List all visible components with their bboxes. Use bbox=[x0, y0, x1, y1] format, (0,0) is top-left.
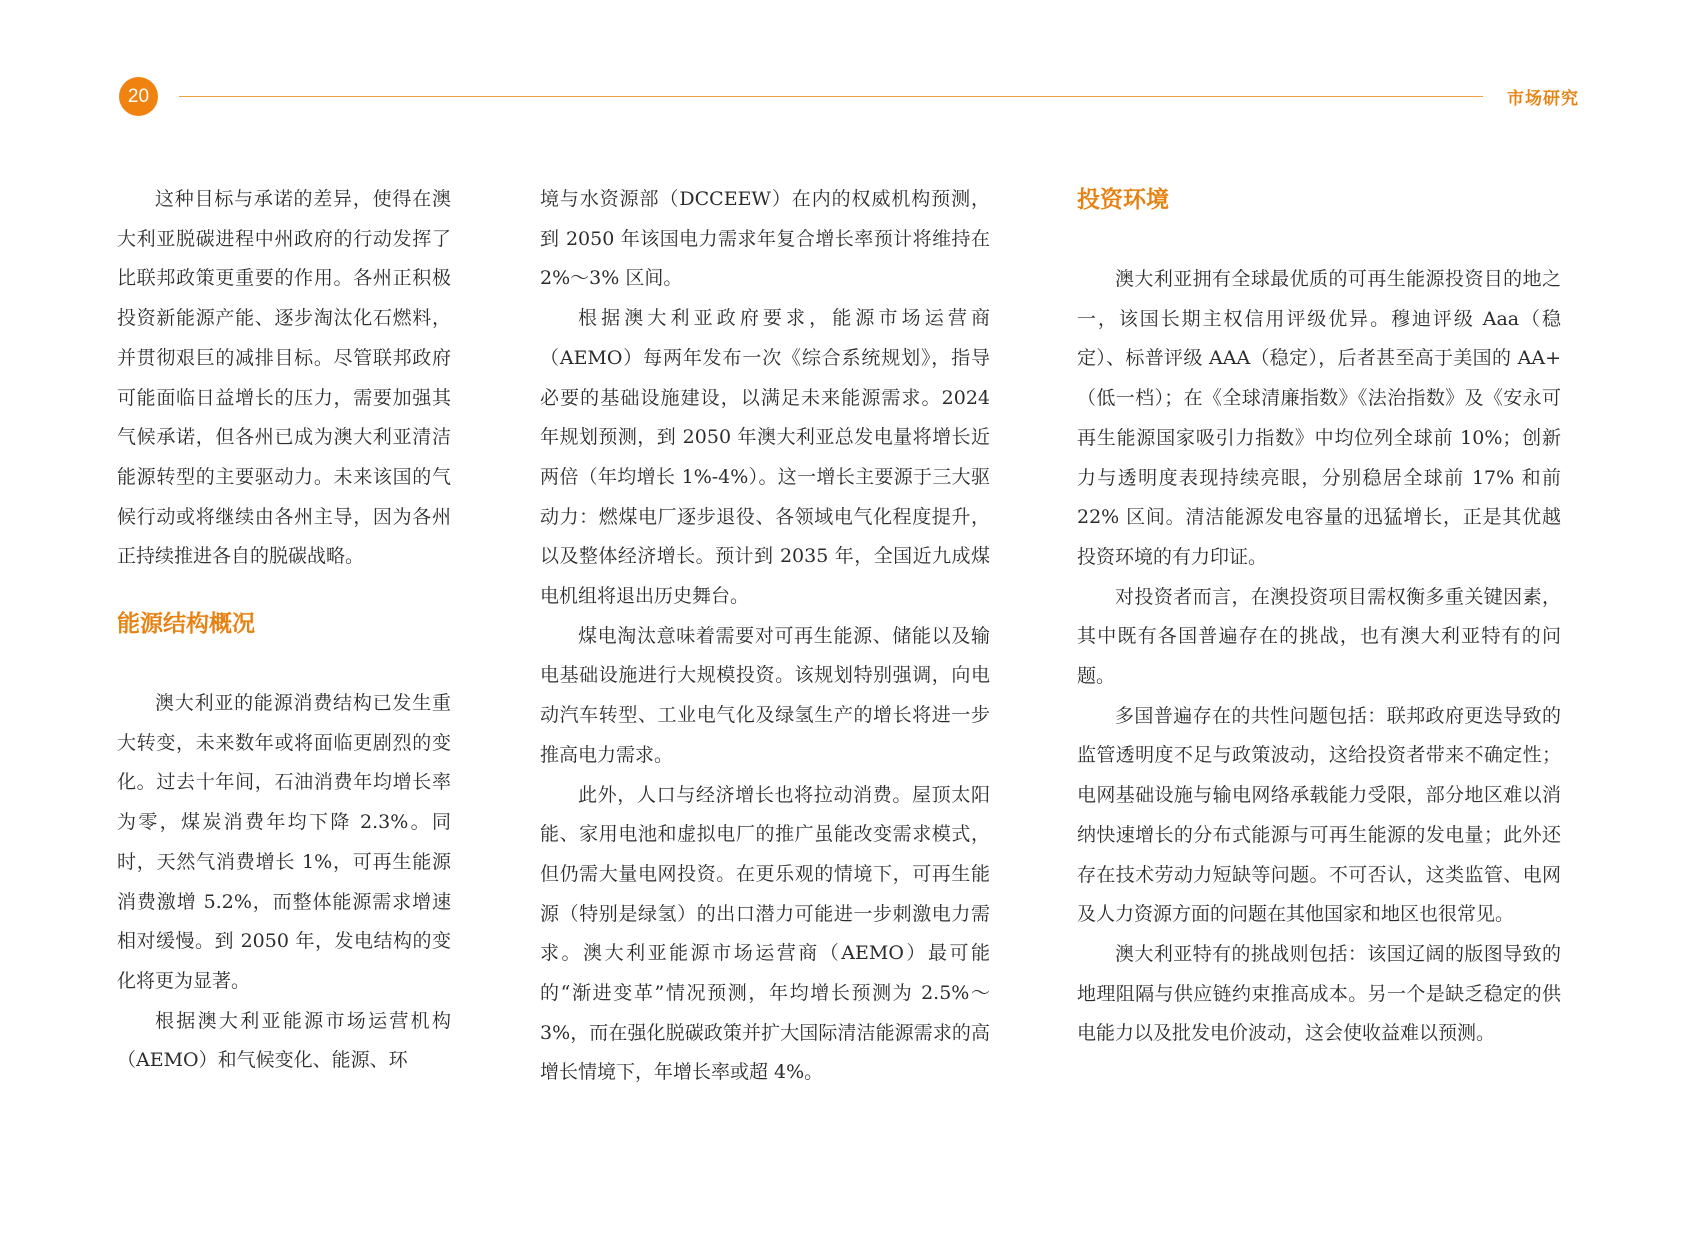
header-divider bbox=[179, 96, 1483, 97]
column-right bbox=[1077, 180, 1561, 1054]
paragraph: 澳大利亚拥有全球最优质的可再生能源投资目的地之一，该国长期主权信用评级优异。穆迪评级 Aaa（稳定）、标普评级 AAA（稳定），后者甚至高于美国的 AA+（低一档）；在《全球清廉指数》《法治指数》及《安永可再生能源国家吸引力指数》中均位列全球前 10%；创新力与透明度表现持续亮眼，分别稳居全球前 17% 和前 22% 区间。清洁能源发电容量的迅猛增长，正是其优越投资环境的有力印证。 bbox=[1077, 268, 1561, 568]
page-number-badge: 20 bbox=[119, 77, 158, 116]
section-heading-investment-environment: 投资环境 bbox=[1077, 187, 1169, 213]
paragraph: 澳大利亚的能源消费结构已发生重大转变，未来数年或将面临更剧烈的变化。过去十年间，石油消费年均增长率为零，煤炭消费年均下降 2.3%。同时，天然气消费增长 1%，可再生能源消费激增 5.2%，而整体能源需求增速相对缓慢。到 2050 年，发电结构的变化将更为显著。 bbox=[117, 692, 451, 992]
paragraph: 澳大利亚特有的挑战则包括：该国辽阔的版图导致的地理阻隔与供应链约束推高成本。另一个是缺乏稳定的供电能力以及批发电价波动，这会使收益难以预测。 bbox=[1077, 942, 1561, 1045]
paragraph: 多国普遍存在的共性问题包括：联邦政府更迭导致的监管透明度不足与政策波动，这给投资者带来不确定性；电网基础设施与输电网络承载能力受限，部分地区难以消纳快速增长的分布式能源与可再生能源的发电量；此外还存在技术劳动力短缺等问题。不可否认，这类监管、电网及人力资源方面的问题在其他国家和地区也很常见。 bbox=[1077, 704, 1561, 926]
paragraph: 根据澳大利亚政府要求，能源市场运营商（AEMO）每两年发布一次《综合系统规划》，指导必要的基础设施建设，以满足未来能源需求。2024 年规划预测，到 2050 年澳大利亚总发电量将增长近两倍（年均增长 1%-4%）。这一增长主要源于三大驱动力：燃煤电厂逐步退役、各领域电气化程度提升，以及整体经济增长。预计到 2035 年，全国近九成煤电机组将退出历史舞台。 bbox=[540, 307, 990, 608]
paragraph: 这种目标与承诺的差异，使得在澳大利亚脱碳进程中州政府的行动发挥了比联邦政策更重要的作用。各州正积极投资新能源产能、逐步淘汰化石燃料，并贯彻艰巨的减排目标。尽管联邦政府可能面临日益增长的压力，需要加强其气候承诺，但各州已成为澳大利亚清洁能源转型的主要驱动力。未来该国的气候行动或将继续由各州主导，因为各州正持续推进各自的脱碳战略。 bbox=[117, 188, 451, 568]
paragraph-continued: 境与水资源部（DCCEEW）在内的权威机构预测，到 2050 年该国电力需求年复合增长率预计将维持在 2%～3% 区间。 bbox=[540, 188, 990, 290]
column-left bbox=[117, 180, 451, 1081]
section-title: 市场研究 bbox=[1507, 89, 1579, 109]
column-middle bbox=[540, 180, 990, 1093]
paragraph: 此外，人口与经济增长也将拉动消费。屋顶太阳能、家用电池和虚拟电厂的推广虽能改变需求模式，但仍需大量电网投资。在更乐观的情境下，可再生能源（特别是绿氢）的出口潜力可能进一步刺激电力需求。澳大利亚能源市场运营商（AEMO）最可能的“渐进变革”情况预测，年均增长预测为 2.5%～3%，而在强化脱碳政策并扩大国际清洁能源需求的高增长情境下，年增长率或超 4%。 bbox=[540, 783, 990, 1084]
paragraph: 煤电淘汰意味着需要对可再生能源、储能以及输电基础设施进行大规模投资。该规划特别强调，向电动汽车转型、工业电气化及绿氢生产的增长将进一步推高电力需求。 bbox=[540, 624, 990, 766]
paragraph: 根据澳大利亚能源市场运营机构（AEMO）和气候变化、能源、环 bbox=[117, 1009, 451, 1072]
section-heading-energy-structure: 能源结构概况 bbox=[117, 611, 255, 638]
paragraph: 对投资者而言，在澳投资项目需权衡多重关键因素，其中既有各国普遍存在的挑战，也有澳大利亚特有的问题。 bbox=[1077, 585, 1561, 688]
